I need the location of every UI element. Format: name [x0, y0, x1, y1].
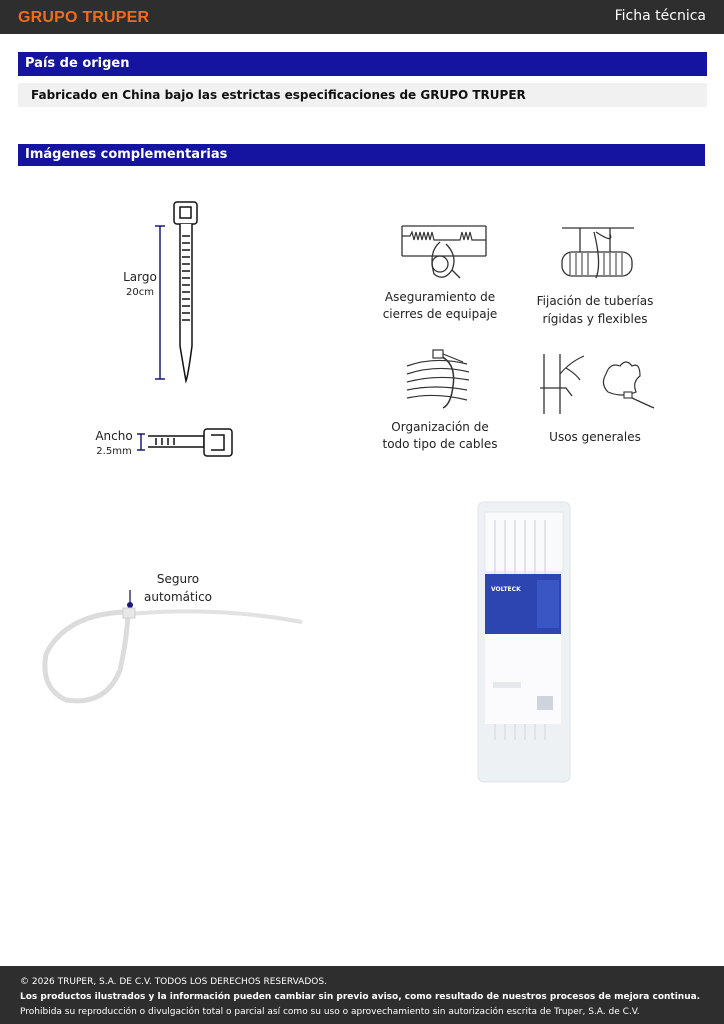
cable-tie-loop-photo	[36, 584, 316, 714]
footer-copyright: © 2026 TRUPER, S.A. DE C.V. TODOS LOS DERECHOS RESERVADOS.	[20, 977, 327, 987]
use-cables-label-1: Organización de	[391, 420, 489, 434]
lock-label: Seguro automático	[143, 572, 213, 604]
brand-logo: GRUPO TRUPER	[18, 9, 150, 26]
length-value: 20cm	[126, 287, 154, 298]
luggage-zipper-icon	[400, 222, 490, 282]
use-general-label-1: Usos generales	[549, 430, 641, 444]
section-header-origin: País de origen	[18, 52, 707, 76]
cable-tie-width-drawing	[134, 426, 244, 462]
top-bar	[0, 0, 724, 34]
width-label: Ancho	[95, 429, 133, 443]
footer-notice: Los productos ilustrados y la información pueden cambiar sin previo aviso, como resultado de nuestros procesos de mejora continua.	[20, 992, 701, 1002]
footer	[0, 966, 724, 1024]
section-header-images: Imágenes complementarias	[18, 144, 705, 166]
cable-tie-dimension-drawing	[150, 196, 250, 396]
length-label: Largo	[123, 270, 157, 284]
use-pipes-label-1: Fijación de tuberías	[536, 294, 654, 308]
use-cables-label-2: todo tipo de cables	[382, 437, 498, 451]
width-value: 2.5mm	[96, 446, 132, 457]
footer-legal: Prohibida su reproducción o divulgación total o parcial así como su uso o aprovechamiento sin autorización escrita de Truper, S.A. de C.V.	[20, 1007, 640, 1017]
pipe-fastening-icon	[560, 224, 640, 284]
general-uses-icon	[540, 352, 660, 416]
package-brand: VOLTECK	[491, 586, 521, 593]
cable-organization-icon	[405, 346, 485, 410]
use-luggage-label-1: Aseguramiento de	[384, 290, 496, 304]
product-package-photo	[475, 500, 575, 785]
document-type: Ficha técnica	[614, 8, 706, 24]
origin-text: Fabricado en China bajo las estrictas especificaciones de GRUPO TRUPER	[18, 83, 707, 107]
use-luggage-label-2: cierres de equipaje	[382, 307, 498, 321]
use-pipes-label-2: rígidas y flexibles	[542, 312, 648, 326]
